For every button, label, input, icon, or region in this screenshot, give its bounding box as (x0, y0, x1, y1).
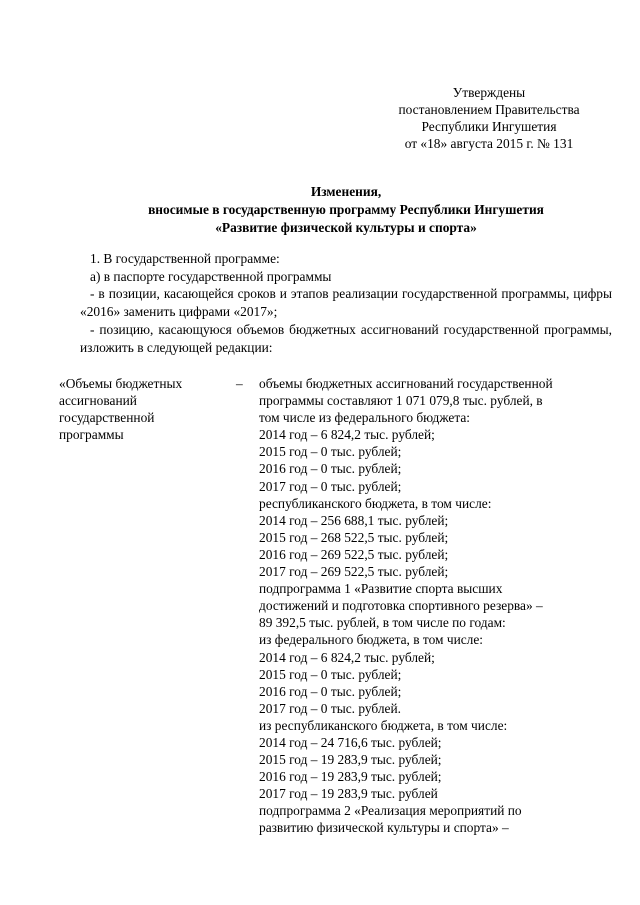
table-line: программы (59, 427, 124, 443)
paragraph: - в позиции, касающейся сроков и этапов реализации государственной программы, цифры «2016» заменить цифрами «2017»; (80, 286, 612, 320)
table-line: 2017 год – 0 тыс. рублей. (259, 700, 401, 716)
title-line: «Развитие физической культуры и спорта» (215, 220, 477, 235)
table-line: 2014 год – 6 824,2 тыс. рублей; (259, 427, 435, 443)
table-line: 2017 год – 269 522,5 тыс. рублей; (259, 564, 449, 580)
table-line: «Объемы бюджетных (59, 376, 183, 391)
table-line: достижений и подготовка спортивного резерва» – (259, 598, 543, 614)
table-line: программы составляют 1 071 079,8 тыс. рублей, в (259, 393, 543, 409)
approval-line: постановлением Правительства (398, 102, 580, 117)
table-line: 2017 год – 0 тыс. рублей; (259, 478, 402, 494)
table-line: 2016 год – 269 522,5 тыс. рублей; (259, 546, 449, 562)
approval-line: Республики Ингушетия (421, 119, 557, 134)
table-line: 2016 год – 19 283,9 тыс. рублей; (259, 769, 442, 785)
table-line: 89 392,5 тыс. рублей, в том числе по годам: (259, 615, 506, 631)
table-line: подпрограмма 2 «Реализация мероприятий по (259, 803, 522, 819)
table-line: республиканского бюджета, в том числе: (259, 495, 492, 511)
table-line: развитию физической культуры и спорта» – (259, 820, 509, 836)
approval-line: Утверждены (452, 85, 526, 100)
table-line: государственной (59, 410, 155, 426)
title-line: Изменения, (310, 184, 382, 199)
table-line: 2015 год – 19 283,9 тыс. рублей; (259, 752, 442, 768)
table-line: 2015 год – 0 тыс. рублей; (259, 666, 402, 682)
table-left-column (59, 375, 229, 443)
table-line: 2014 год – 256 688,1 тыс. рублей; (259, 512, 449, 528)
document-title (80, 183, 612, 237)
paragraph: а) в паспорте государственной программы (90, 268, 332, 284)
table-line: из республиканского бюджета, в том числе: (259, 717, 508, 733)
paragraph: 1. В государственной программе: (90, 251, 280, 266)
table-line: объемы бюджетных ассигнований государственной (259, 376, 553, 391)
approval-date-line: от «18» августа 2015 г. № 131 (404, 136, 574, 151)
table-line: 2014 год – 24 716,6 тыс. рублей; (259, 734, 442, 750)
table-line: ассигнований (59, 393, 137, 409)
table-line: из федерального бюджета, в том числе: (259, 632, 484, 648)
table-line: 2017 год – 19 283,9 тыс. рублей (259, 786, 438, 802)
table-line: 2016 год – 0 тыс. рублей; (259, 683, 402, 699)
table-line: том числе из федерального бюджета: (259, 410, 471, 426)
body-paragraphs (80, 250, 612, 356)
table-line: подпрограмма 1 «Развитие спорта высших (259, 581, 503, 597)
paragraph: - позицию, касающуюся объемов бюджетных ассигнований государственной программы, изложить в следующей редакции: (80, 321, 612, 355)
title-line: вносимые в государственную программу Республики Ингушетия (148, 202, 544, 217)
table-line: 2015 год – 268 522,5 тыс. рублей; (259, 529, 449, 545)
table-line: 2016 год – 0 тыс. рублей; (259, 461, 402, 477)
table-line: 2014 год – 6 824,2 тыс. рублей; (259, 649, 435, 665)
approval-block (380, 84, 598, 152)
table-line: 2015 год – 0 тыс. рублей; (259, 444, 402, 460)
table-dash: – (236, 376, 243, 391)
table-right-column (259, 375, 604, 837)
